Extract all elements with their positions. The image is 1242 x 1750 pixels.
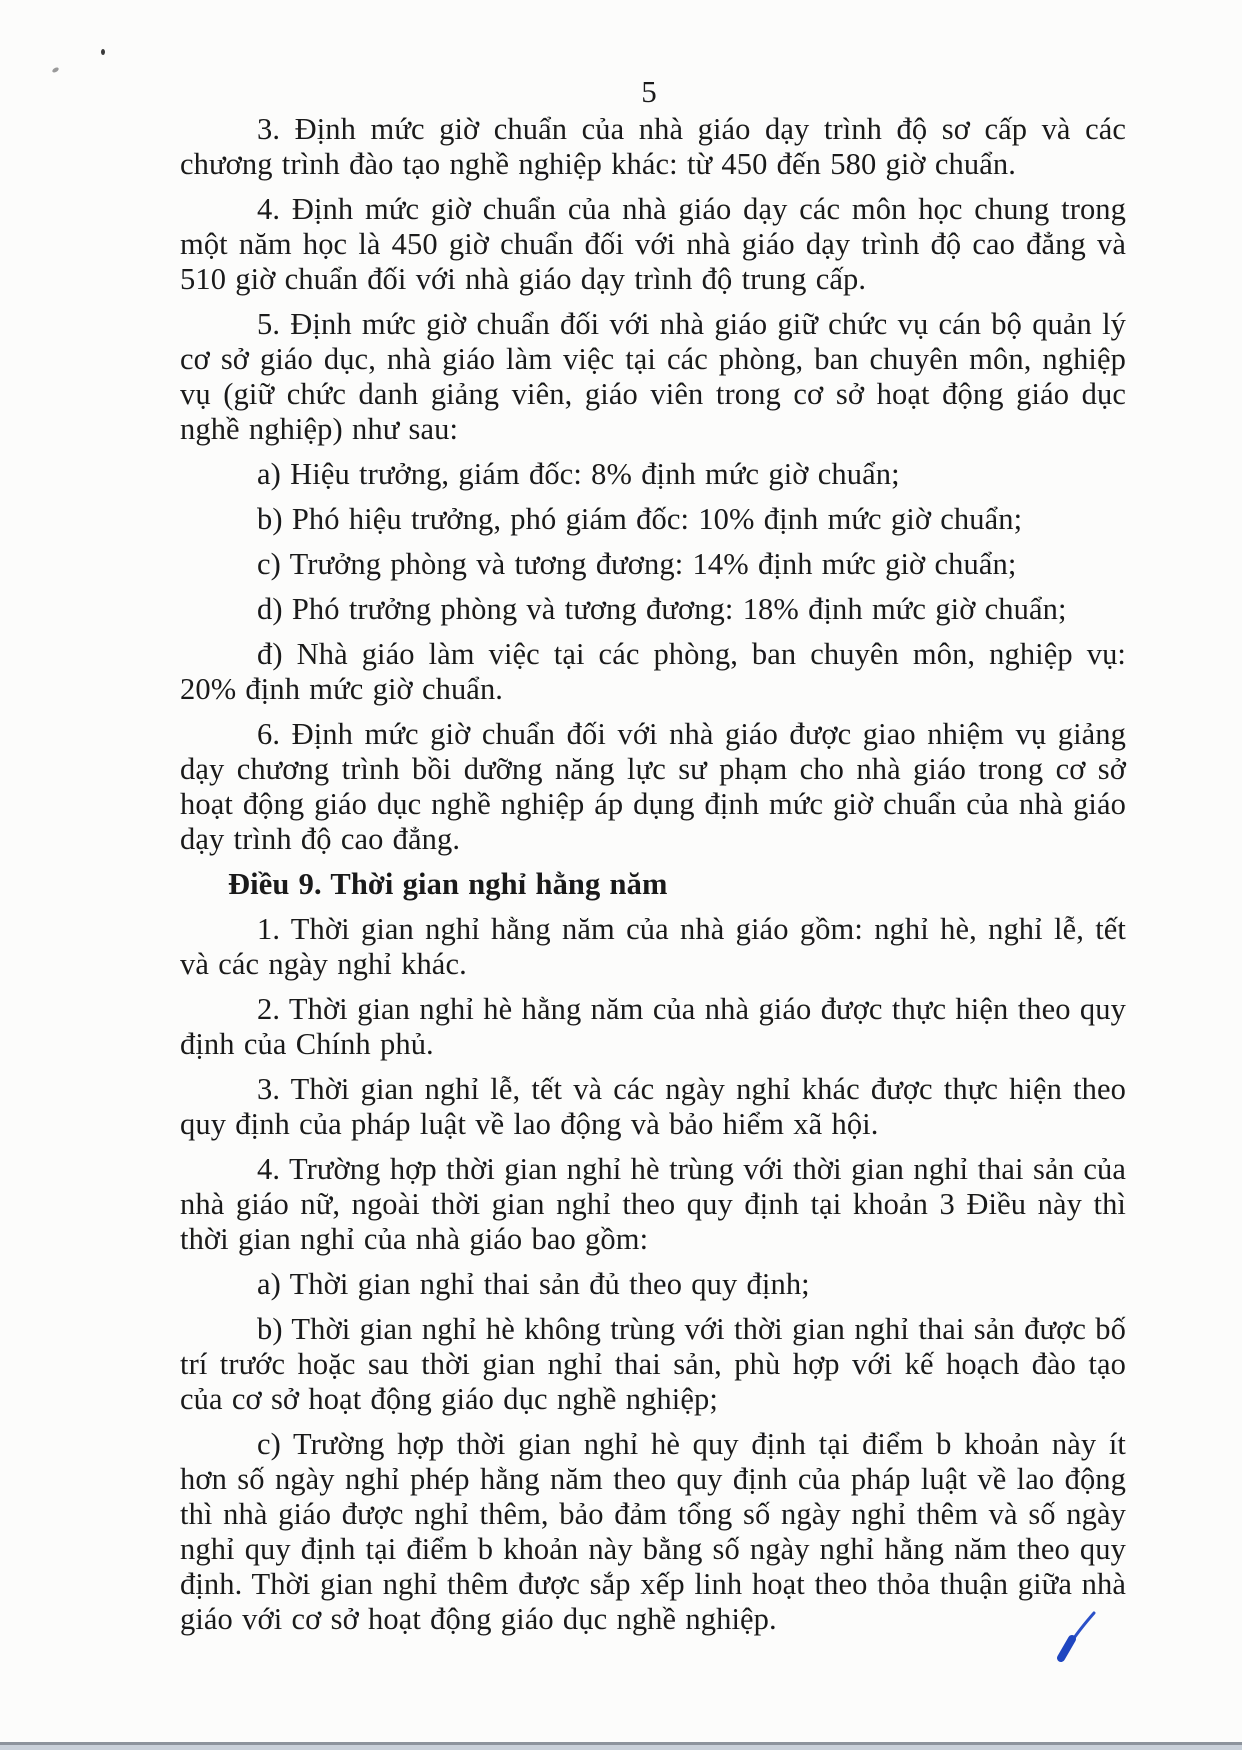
- blue-pen-tick-icon: [1050, 1610, 1100, 1666]
- list-item-9-b: b) Thời gian nghỉ hè không trùng với thời gian nghỉ thai sản được bố trí trước hoặc sau thời gian nghỉ thai sản, phù hợp với kế hoạch đào tạo của cơ sở hoạt động giáo dục nghề nghiệp;: [180, 1312, 1126, 1416]
- clause-9-2: 2. Thời gian nghỉ hè hằng năm của nhà giáo được thực hiện theo quy định của Chính phủ.: [180, 992, 1126, 1061]
- clause-9-1: 1. Thời gian nghỉ hằng năm của nhà giáo gồm: nghỉ hè, nghỉ lễ, tết và các ngày nghỉ khác.: [180, 912, 1126, 981]
- clause-6: 6. Định mức giờ chuẩn đối với nhà giáo được giao nhiệm vụ giảng dạy chương trình bồi dưỡng năng lực sư phạm cho nhà giáo trong cơ sở hoạt động giáo dục nghề nghiệp áp dụng định mức giờ chuẩn của nhà giáo dạy trình độ cao đẳng.: [180, 717, 1126, 856]
- list-item-c: c) Trưởng phòng và tương đương: 14% định mức giờ chuẩn;: [257, 547, 1017, 581]
- list-item-a: a) Hiệu trưởng, giám đốc: 8% định mức giờ chuẩn;: [257, 457, 900, 491]
- scan-speck-icon: [101, 49, 105, 55]
- list-item-d: d) Phó trưởng phòng và tương đương: 18% định mức giờ chuẩn;: [257, 592, 1067, 626]
- scan-bottom-edge: [0, 1742, 1242, 1750]
- article-9-heading: Điều 9. Thời gian nghỉ hằng năm: [228, 867, 668, 901]
- clause-4: 4. Định mức giờ chuẩn của nhà giáo dạy các môn học chung trong một năm học là 450 giờ chuẩn đối với nhà giáo dạy trình độ cao đẳng và 510 giờ chuẩn đối với nhà giáo dạy trình độ trung cấp.: [180, 192, 1126, 296]
- clause-5: 5. Định mức giờ chuẩn đối với nhà giáo giữ chức vụ cán bộ quản lý cơ sở giáo dục, nhà giáo làm việc tại các phòng, ban chuyên môn, nghiệp vụ (giữ chức danh giảng viên, giáo viên trong cơ sở hoạt động giáo dục nghề nghiệp) như sau:: [180, 307, 1126, 446]
- scan-edge-light-line: [0, 1745, 1242, 1750]
- page-number: 5: [641, 74, 657, 109]
- list-item-b: b) Phó hiệu trưởng, phó giám đốc: 10% định mức giờ chuẩn;: [257, 502, 1023, 536]
- clause-9-3: 3. Thời gian nghỉ lễ, tết và các ngày nghỉ khác được thực hiện theo quy định của pháp luật về lao động và bảo hiểm xã hội.: [180, 1072, 1126, 1141]
- list-item-9-a: a) Thời gian nghỉ thai sản đủ theo quy định;: [257, 1267, 810, 1301]
- scan-speck-icon: [51, 67, 59, 74]
- clause-9-4: 4. Trường hợp thời gian nghỉ hè trùng với thời gian nghỉ thai sản của nhà giáo nữ, ngoài thời gian nghỉ theo quy định tại khoản 3 Điều này thì thời gian nghỉ của nhà giáo bao gồm:: [180, 1152, 1126, 1256]
- list-item-9-c: c) Trường hợp thời gian nghỉ hè quy định tại điểm b khoản này ít hơn số ngày nghỉ phép hằng năm theo quy định của pháp luật về lao động thì nhà giáo được nghỉ thêm, bảo đảm tổng số ngày nghỉ thêm và số ngày nghỉ quy định tại điểm b khoản này bằng số ngày nghỉ hằng năm theo quy định. Thời gian nghỉ thêm được sắp xếp linh hoạt theo thỏa thuận giữa nhà giáo với cơ sở hoạt động giáo dục nghề nghiệp.: [180, 1427, 1126, 1636]
- list-item-dd: đ) Nhà giáo làm việc tại các phòng, ban chuyên môn, nghiệp vụ: 20% định mức giờ chuẩn.: [180, 637, 1126, 706]
- document-body: [180, 112, 1126, 1647]
- clause-3: 3. Định mức giờ chuẩn của nhà giáo dạy trình độ sơ cấp và các chương trình đào tạo nghề nghiệp khác: từ 450 đến 580 giờ chuẩn.: [180, 112, 1126, 181]
